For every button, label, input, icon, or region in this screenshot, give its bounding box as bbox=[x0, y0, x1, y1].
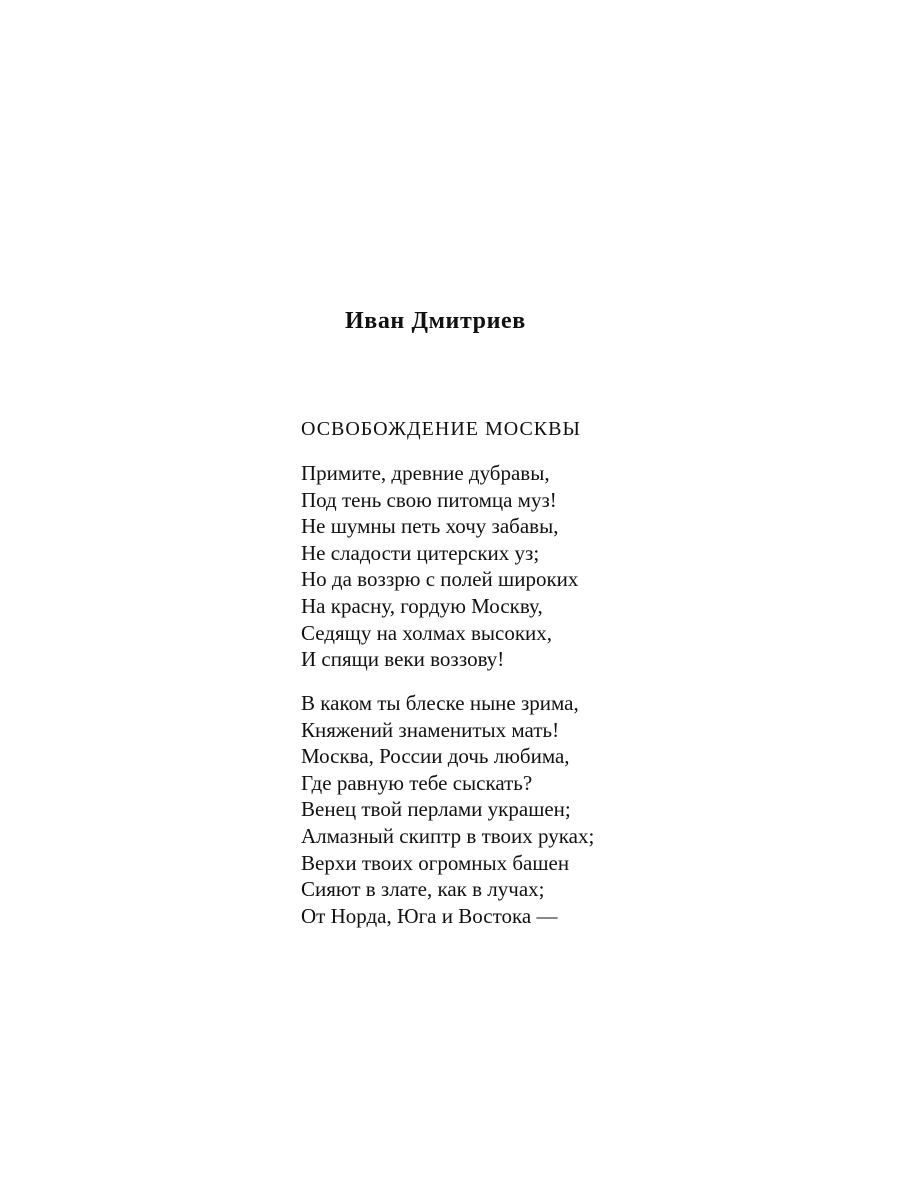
poem-line: На красну, гордую Москву, bbox=[301, 593, 543, 618]
poem-line: Примите, древние дубравы, bbox=[301, 461, 550, 485]
poem-line: Седящу на холмах высоких, bbox=[301, 620, 553, 645]
poem-line: Не шумны петь хочу забавы, bbox=[301, 514, 559, 539]
poem-title: ОСВОБОЖДЕНИЕ МОСКВЫ bbox=[301, 418, 581, 440]
poem-line: В каком ты блеске ныне зрима, bbox=[301, 691, 579, 715]
stanza-1 bbox=[301, 460, 578, 673]
poem-line: Сияют в злате, как в лучах; bbox=[301, 877, 545, 902]
poem-line: Княжений знаменитых мать! bbox=[301, 717, 560, 742]
poem-line: Верхи твоих огромных башен bbox=[301, 850, 570, 875]
poem-line: Но да воззрю с полей широких bbox=[301, 567, 579, 592]
author-name: Иван Дмитриев bbox=[345, 308, 526, 334]
poem-line: Под тень свою питомца муз! bbox=[301, 487, 557, 512]
poem-line: Алмазный скиптр в твоих руках; bbox=[301, 823, 595, 848]
poem-line: Москва, России дочь любима, bbox=[301, 744, 570, 769]
poem-line: От Норда, Юга и Востока — bbox=[301, 903, 558, 928]
poem-line: Венец твой перлами украшен; bbox=[301, 797, 571, 822]
stanza-2 bbox=[301, 690, 594, 929]
poem-line: Не сладости цитерских уз; bbox=[301, 540, 540, 565]
poem-line: И спящи веки воззову! bbox=[301, 647, 505, 672]
poem-line: Где равную тебе сыскать? bbox=[301, 770, 533, 795]
